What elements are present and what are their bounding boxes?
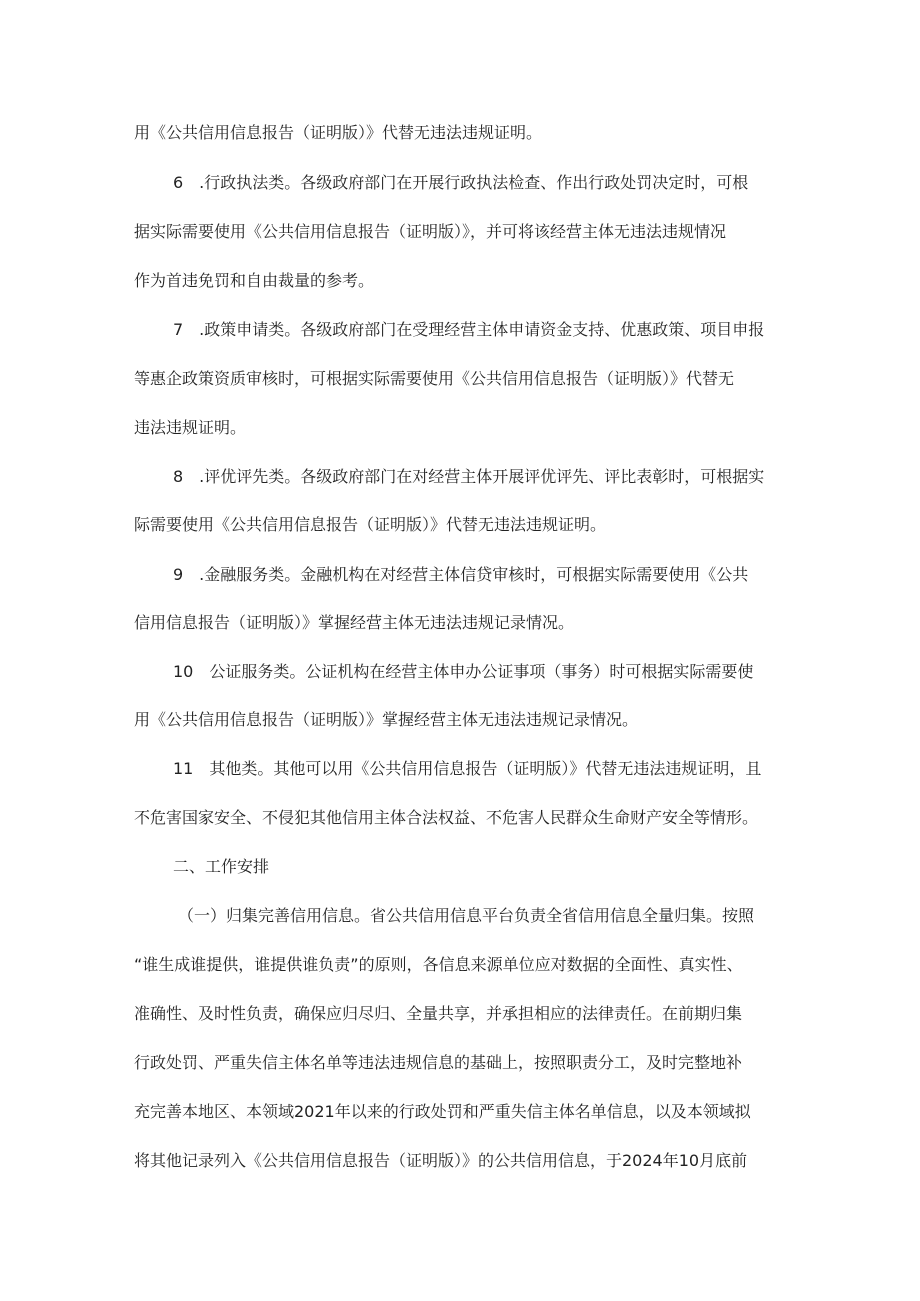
text-line: 准确性、及时性负责，确保应归尽归、全量共享，并承担相应的法律责任。在前期归集 — [134, 1004, 743, 1023]
paragraph-line: 11 其他类。其他可以用《公共信用信息报告（证明版）》代替无违法违规证明，且 — [173, 759, 762, 778]
paragraph-line: （一）归集完善信用信息。省公共信用信息平台负责全省信用信息全量归集。按照 — [178, 906, 755, 925]
text-line: 作为首违免罚和自由裁量的参考。 — [134, 271, 375, 290]
paragraph-line: 9 .金融服务类。金融机构在对经营主体信贷审核时，可根据实际需要使用《公共 — [173, 565, 749, 584]
text-line: 信用信息报告（证明版）》掌握经营主体无违法违规记录情况。 — [134, 613, 575, 632]
text-line: 充完善本地区、本领域2021年以来的行政处罚和严重失信主体名单信息，以及本领域拟 — [134, 1102, 751, 1121]
text-line: 不危害国家安全、不侵犯其他信用主体合法权益、不危害人民群众生命财产安全等情形。 — [134, 808, 759, 827]
section-heading: 二、工作安排 — [173, 857, 270, 876]
text-line: 违法违规证明。 — [134, 418, 247, 437]
paragraph-line: 8 .评优评先类。各级政府部门在对经营主体开展评优评先、评比表彰时，可根据实 — [173, 467, 765, 486]
text-line: 用《公共信用信息报告（证明版）》代替无违法违规证明。 — [134, 123, 543, 142]
text-line: “谁生成谁提供，谁提供谁负责”的原则，各信息来源单位应对数据的全面性、真实性、 — [134, 955, 743, 974]
text-line: 据实际需要使用《公共信用信息报告（证明版）》，并可将该经营主体无违法违规情况 — [134, 222, 727, 241]
text-line: 行政处罚、严重失信主体名单等违法违规信息的基础上，按照职责分工，及时完整地补 — [134, 1053, 743, 1072]
text-line: 用《公共信用信息报告（证明版）》掌握经营主体无违法违规记录情况。 — [134, 710, 639, 729]
text-line: 将其他记录列入《公共信用信息报告（证明版）》的公共信用信息，于2024年10月底前 — [134, 1151, 748, 1170]
paragraph-line: 7 .政策申请类。各级政府部门在受理经营主体申请资金支持、优惠政策、项目申报 — [173, 320, 765, 339]
text-line: 际需要使用《公共信用信息报告（证明版）》代替无违法违规证明。 — [134, 515, 607, 534]
text-line: 等惠企政策资质审核时，可根据实际需要使用《公共信用信息报告（证明版）》代替无 — [134, 369, 735, 388]
paragraph-line: 6 .行政执法类。各级政府部门在开展行政执法检查、作出行政处罚决定时，可根 — [173, 173, 749, 192]
paragraph-line: 10 公证服务类。公证机构在经营主体申办公证事项（事务）时可根据实际需要使 — [173, 662, 754, 681]
